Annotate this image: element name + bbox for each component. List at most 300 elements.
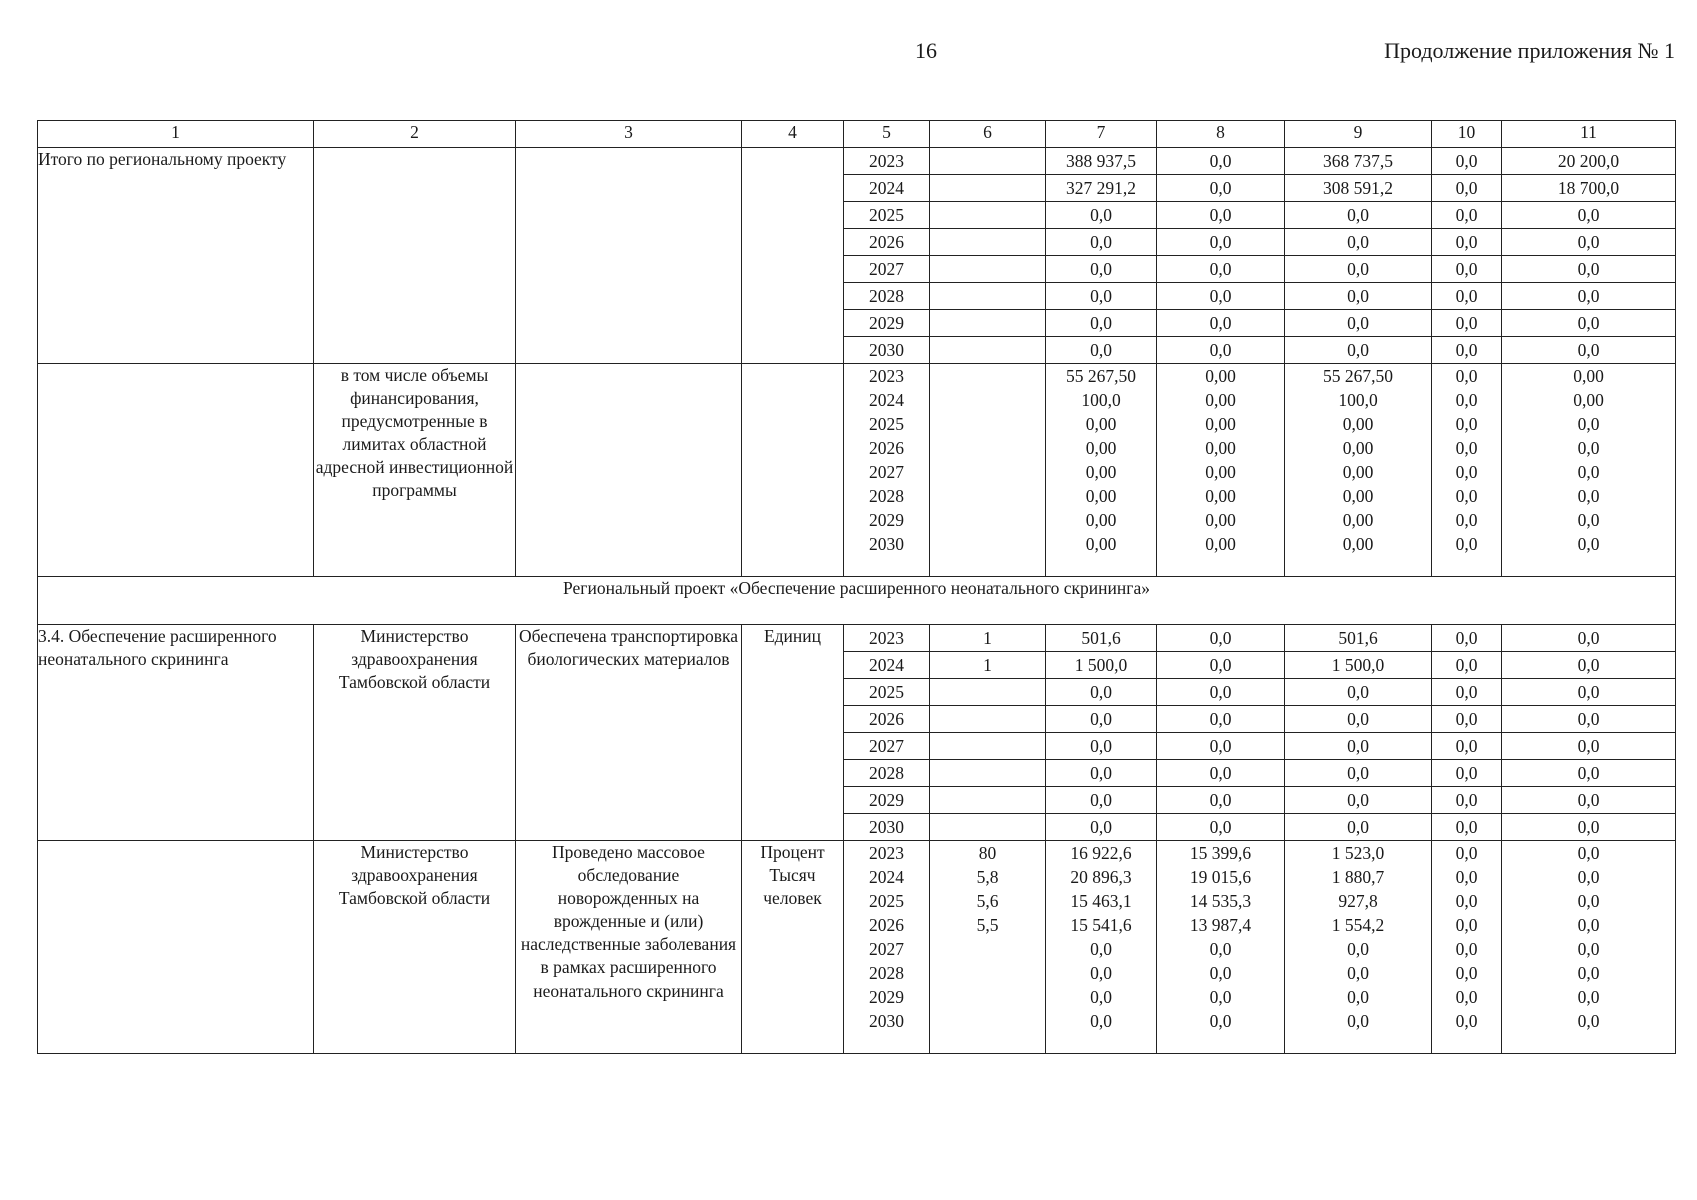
value-cell: 18 700,0	[1502, 175, 1675, 202]
value-cell	[930, 937, 1045, 961]
value-cell: 0,0	[1577, 939, 1600, 959]
col-header-7: 7	[1046, 121, 1157, 148]
value-cell: 0,00	[1342, 414, 1374, 434]
cell-padding	[1502, 556, 1675, 576]
value-cell: 55 267,50	[1066, 366, 1136, 386]
value-cell: 1 500,0	[1046, 652, 1156, 679]
empty-cell	[742, 148, 844, 364]
year-cell: 2027	[869, 462, 904, 482]
year-cell: 2030	[869, 1011, 904, 1031]
col-header-6: 6	[930, 121, 1046, 148]
cell-padding	[1157, 556, 1284, 576]
value-cell: 0,0	[1502, 625, 1675, 652]
cell-stack	[1502, 841, 1675, 1053]
value-column-6	[930, 364, 1046, 577]
value-cell	[930, 310, 1045, 337]
year-column	[844, 364, 930, 577]
value-column-6	[930, 625, 1046, 841]
year-cell: 2028	[844, 283, 929, 310]
value-cell: 16 922,6	[1070, 843, 1132, 863]
value-cell: 5,5	[976, 915, 999, 935]
investment-note: в том числе объемы финансирования, предусмотренные в лимитах областной адресной инвестиционной программы	[314, 364, 516, 577]
col-header-4: 4	[742, 121, 844, 148]
value-column-7	[1046, 148, 1157, 364]
cell-stack	[1502, 364, 1675, 576]
value-cell: 0,0	[1046, 706, 1156, 733]
value-cell: 0,0	[1347, 817, 1369, 837]
cell-padding	[1046, 556, 1156, 576]
value-cell: 0,0	[1455, 963, 1478, 983]
col-header-2: 2	[314, 121, 516, 148]
cell-stack	[1432, 841, 1501, 1053]
value-cell: 0,0	[1502, 706, 1675, 733]
year-cell: 2023	[844, 625, 929, 652]
value-cell: 0,0	[1455, 987, 1478, 1007]
value-cell: 0,00	[1342, 462, 1374, 482]
value-cell: 0,0	[1455, 414, 1478, 434]
value-cell: 0,00	[1085, 414, 1117, 434]
value-cell: 0,0	[1157, 229, 1284, 256]
value-cell: 0,0	[1455, 534, 1478, 554]
value-cell: 0,0	[1577, 843, 1600, 863]
value-cell: 0,00	[1205, 462, 1236, 482]
value-cell: 0,0	[1577, 891, 1600, 911]
value-cell: 0,0	[1347, 987, 1369, 1007]
value-cell: 0,00	[1205, 534, 1236, 554]
value-cell: 0,0	[1432, 148, 1501, 175]
value-cell: 13 987,4	[1189, 915, 1252, 935]
cell-stack	[1432, 148, 1501, 363]
year-cell: 2026	[869, 438, 904, 458]
year-cell: 2026	[844, 706, 929, 733]
year-cell: 2026	[869, 915, 904, 935]
value-cell: 388 937,5	[1046, 148, 1156, 175]
value-cell: 0,0	[1455, 366, 1478, 386]
value-cell: 0,0	[1157, 175, 1284, 202]
value-cell: 1	[930, 652, 1045, 679]
year-column	[844, 841, 930, 1054]
value-cell: 0,0	[1577, 963, 1600, 983]
value-cell: 0,0	[1285, 733, 1431, 760]
value-cell: 0,0	[1455, 817, 1478, 837]
value-cell: 0,00	[1573, 390, 1604, 410]
year-cell: 2023	[869, 843, 904, 863]
year-cell: 2027	[844, 733, 929, 760]
value-cell: 0,0	[1157, 148, 1284, 175]
value-cell: 0,0	[1347, 1011, 1369, 1031]
value-cell: 0,00	[1205, 486, 1236, 506]
cell-padding	[930, 556, 1045, 576]
value-cell: 0,0	[1347, 939, 1369, 959]
value-cell: 0,0	[1577, 915, 1600, 935]
value-cell: 0,0	[1090, 987, 1112, 1007]
cell-padding	[844, 1033, 929, 1053]
year-column	[844, 148, 930, 364]
empty-cell	[314, 148, 516, 364]
value-cell: 0,0	[1455, 340, 1478, 360]
cell-stack	[1432, 364, 1501, 576]
value-cell	[930, 706, 1045, 733]
value-cell	[930, 508, 1045, 532]
value-cell: 0,0	[1157, 652, 1284, 679]
value-cell: 308 591,2	[1285, 175, 1431, 202]
value-cell: 327 291,2	[1046, 175, 1156, 202]
value-cell: 0,0	[1577, 817, 1600, 837]
value-cell: 0,0	[1157, 706, 1284, 733]
value-cell	[930, 229, 1045, 256]
value-cell: 0,0	[1046, 256, 1156, 283]
value-cell	[930, 175, 1045, 202]
value-cell: 0,0	[1432, 760, 1501, 787]
measure-title: 3.4. Обеспечение расширенного неонатального скрининга	[38, 625, 314, 841]
year-cell: 2030	[869, 340, 904, 360]
value-cell: 0,0	[1209, 340, 1232, 360]
value-cell: 0,0	[1502, 202, 1675, 229]
value-cell: 0,0	[1285, 283, 1431, 310]
total-label: Итого по региональному проекту	[38, 148, 314, 364]
block-screening	[38, 841, 1676, 1054]
value-cell: 0,0	[1502, 787, 1675, 814]
empty-cell	[516, 148, 742, 364]
year-cell: 2025	[869, 414, 904, 434]
year-cell: 2030	[869, 534, 904, 554]
value-column-10	[1432, 364, 1502, 577]
value-cell: 0,0	[1455, 1011, 1478, 1031]
value-cell: 0,0	[1455, 891, 1478, 911]
value-cell: 0,0	[1285, 310, 1431, 337]
value-column-9	[1285, 841, 1432, 1054]
value-cell: 0,0	[1432, 256, 1501, 283]
value-cell: 0,0	[1502, 283, 1675, 310]
value-cell	[930, 364, 1045, 388]
value-cell: 0,0	[1046, 229, 1156, 256]
value-cell	[930, 961, 1045, 985]
value-cell: 0,0	[1090, 340, 1112, 360]
value-cell: 5,6	[976, 891, 999, 911]
value-cell: 0,0	[1577, 486, 1600, 506]
block-total	[38, 148, 1676, 364]
value-cell: 0,0	[1046, 283, 1156, 310]
cell-stack	[1046, 625, 1156, 840]
cell-stack	[930, 364, 1045, 576]
year-cell: 2028	[869, 963, 904, 983]
value-cell: 0,0	[1347, 340, 1369, 360]
value-cell	[930, 388, 1045, 412]
value-column-11	[1502, 625, 1676, 841]
col-header-11: 11	[1502, 121, 1676, 148]
value-cell: 0,0	[1502, 760, 1675, 787]
cell-stack	[844, 148, 929, 363]
value-cell: 501,6	[1285, 625, 1431, 652]
value-cell: 0,0	[1157, 787, 1284, 814]
cell-padding	[1432, 556, 1501, 576]
year-cell: 2026	[844, 229, 929, 256]
cell-stack	[1157, 148, 1284, 363]
empty-cell	[38, 841, 314, 1054]
value-column-10	[1432, 148, 1502, 364]
year-cell: 2024	[844, 652, 929, 679]
value-cell: 1 523,0	[1331, 843, 1385, 863]
year-cell: 2027	[869, 939, 904, 959]
value-cell: 1 554,2	[1331, 915, 1385, 935]
value-cell: 0,0	[1455, 462, 1478, 482]
value-cell: 501,6	[1046, 625, 1156, 652]
value-cell	[930, 436, 1045, 460]
year-cell: 2023	[869, 366, 904, 386]
empty-cell	[742, 364, 844, 577]
value-cell: 0,0	[1432, 310, 1501, 337]
cell-stack	[1157, 841, 1284, 1053]
cell-padding	[1432, 1033, 1501, 1053]
cell-stack	[1046, 364, 1156, 576]
value-cell: 0,0	[1157, 760, 1284, 787]
col-header-10: 10	[1432, 121, 1502, 148]
value-cell: 0,0	[1090, 817, 1112, 837]
value-cell: 0,0	[1577, 867, 1600, 887]
value-cell: 0,0	[1347, 963, 1369, 983]
value-cell	[930, 787, 1045, 814]
year-cell: 2024	[869, 867, 904, 887]
value-cell: 368 737,5	[1285, 148, 1431, 175]
value-cell: 0,0	[1502, 256, 1675, 283]
year-cell: 2029	[869, 510, 904, 530]
value-cell	[930, 1009, 1045, 1033]
empty-cell	[38, 364, 314, 577]
year-cell: 2028	[869, 486, 904, 506]
value-column-6	[930, 148, 1046, 364]
year-cell: 2029	[844, 310, 929, 337]
block-investment	[38, 364, 1676, 577]
value-cell: 0,00	[1085, 486, 1117, 506]
value-column-8	[1157, 625, 1285, 841]
value-cell: 0,0	[1209, 987, 1232, 1007]
block-transport	[38, 625, 1676, 841]
value-column-11	[1502, 364, 1676, 577]
value-cell	[930, 337, 1045, 363]
value-cell: 0,0	[1046, 310, 1156, 337]
appendix-label: Продолжение приложения № 1	[1384, 38, 1675, 63]
value-cell: 0,0	[1209, 939, 1232, 959]
unit-label	[742, 841, 844, 1054]
col-header-9: 9	[1285, 121, 1432, 148]
value-cell: 0,0	[1455, 915, 1478, 935]
value-cell	[930, 283, 1045, 310]
section-row	[38, 577, 1676, 625]
value-column-8	[1157, 841, 1285, 1054]
value-cell: 5,8	[976, 867, 999, 887]
value-column-7	[1046, 625, 1157, 841]
value-cell: 0,0	[1432, 175, 1501, 202]
value-cell: 0,00	[1342, 486, 1374, 506]
cell-stack	[1157, 625, 1284, 840]
value-cell: 0,0	[1046, 787, 1156, 814]
cell-stack	[1432, 625, 1501, 840]
value-cell: 0,0	[1577, 510, 1600, 530]
col-header-1: 1	[38, 121, 314, 148]
year-cell: 2025	[844, 202, 929, 229]
value-cell: 0,0	[1432, 229, 1501, 256]
value-cell: 0,00	[1205, 414, 1236, 434]
cell-padding	[1285, 556, 1431, 576]
value-cell	[930, 733, 1045, 760]
value-cell: 0,0	[1046, 202, 1156, 229]
value-cell	[930, 412, 1045, 436]
value-cell: 927,8	[1338, 891, 1378, 911]
value-cell: 0,0	[1455, 486, 1478, 506]
value-cell: 55 267,50	[1323, 366, 1393, 386]
value-cell	[930, 148, 1045, 175]
cell-padding	[1157, 1033, 1284, 1053]
value-cell: 0,00	[1085, 462, 1117, 482]
cell-stack	[930, 841, 1045, 1053]
value-cell: 0,0	[1157, 256, 1284, 283]
value-cell: 0,0	[1046, 679, 1156, 706]
value-cell: 0,00	[1205, 438, 1236, 458]
value-cell: 0,0	[1157, 310, 1284, 337]
value-cell	[930, 460, 1045, 484]
value-cell: 15 541,6	[1070, 915, 1132, 935]
value-cell: 0,0	[1432, 787, 1501, 814]
cell-stack	[844, 841, 929, 1053]
cell-stack	[930, 148, 1045, 363]
value-cell: 20 200,0	[1502, 148, 1675, 175]
value-cell: 14 535,3	[1189, 891, 1252, 911]
value-cell: 1 500,0	[1285, 652, 1431, 679]
year-cell: 2027	[844, 256, 929, 283]
cell-stack	[1285, 625, 1431, 840]
value-cell: 0,0	[1285, 229, 1431, 256]
value-cell: 0,00	[1342, 438, 1374, 458]
value-cell: 0,0	[1502, 733, 1675, 760]
year-cell: 2030	[869, 817, 904, 837]
value-column-10	[1432, 841, 1502, 1054]
cell-stack	[1046, 841, 1156, 1053]
value-cell: 100,0	[1338, 390, 1378, 410]
value-column-7	[1046, 364, 1157, 577]
value-cell: 0,0	[1455, 843, 1478, 863]
value-cell: 0,0	[1502, 679, 1675, 706]
value-cell	[930, 202, 1045, 229]
value-cell: 0,0	[1285, 679, 1431, 706]
cell-stack	[1285, 364, 1431, 576]
value-cell: 0,0	[1577, 534, 1600, 554]
value-cell	[930, 814, 1045, 840]
value-cell: 0,0	[1502, 229, 1675, 256]
value-cell: 0,0	[1432, 733, 1501, 760]
col-header-5: 5	[844, 121, 930, 148]
value-column-9	[1285, 625, 1432, 841]
value-cell	[930, 256, 1045, 283]
value-cell: 0,0	[1157, 679, 1284, 706]
value-cell: 0,0	[1157, 202, 1284, 229]
value-cell: 0,0	[1432, 625, 1501, 652]
value-column-11	[1502, 148, 1676, 364]
value-cell	[930, 484, 1045, 508]
value-cell: 1 880,7	[1331, 867, 1385, 887]
value-cell: 0,0	[1157, 625, 1284, 652]
value-cell: 0,0	[1157, 283, 1284, 310]
ministry-name: Министерство здравоохранения Тамбовской области	[314, 841, 516, 1054]
value-cell: 0,0	[1046, 760, 1156, 787]
value-column-9	[1285, 364, 1432, 577]
year-cell: 2025	[844, 679, 929, 706]
value-cell: 0,0	[1432, 283, 1501, 310]
value-cell: 0,00	[1085, 534, 1117, 554]
cell-stack	[930, 625, 1045, 840]
value-cell: 0,0	[1432, 652, 1501, 679]
value-cell: 0,00	[1342, 510, 1374, 530]
value-cell: 0,0	[1090, 963, 1112, 983]
cell-stack	[1046, 148, 1156, 363]
empty-cell	[516, 364, 742, 577]
year-column	[844, 625, 930, 841]
value-cell: 0,0	[1577, 462, 1600, 482]
value-cell: 0,0	[1285, 787, 1431, 814]
cell-stack	[1502, 148, 1675, 363]
value-column-8	[1157, 148, 1285, 364]
value-cell: 0,00	[1205, 390, 1236, 410]
value-column-11	[1502, 841, 1676, 1054]
col-header-8: 8	[1157, 121, 1285, 148]
value-cell: 0,0	[1285, 760, 1431, 787]
value-cell	[930, 760, 1045, 787]
cell-padding	[930, 1033, 1045, 1053]
value-cell: 0,0	[1432, 202, 1501, 229]
cell-stack	[844, 364, 929, 576]
value-column-6	[930, 841, 1046, 1054]
value-cell: 0,0	[1046, 733, 1156, 760]
value-cell: 15 399,6	[1189, 843, 1252, 863]
value-cell: 0,00	[1342, 534, 1374, 554]
cell-padding	[1046, 1033, 1156, 1053]
value-cell: 0,0	[1285, 256, 1431, 283]
value-cell: 0,0	[1455, 510, 1478, 530]
value-cell: 0,0	[1157, 733, 1284, 760]
result-description: Проведено массовое обследование новорожденных на врожденные и (или) наследственные заболевания в рамках расширенного неонатального скрининга	[516, 841, 742, 1054]
value-cell: 0,0	[1090, 1011, 1112, 1031]
value-cell: 0,0	[1502, 310, 1675, 337]
value-cell: 19 015,6	[1189, 867, 1252, 887]
year-cell: 2028	[844, 760, 929, 787]
year-cell: 2029	[869, 987, 904, 1007]
cell-stack	[1157, 364, 1284, 576]
result-description: Обеспечена транспортировка биологических материалов	[516, 625, 742, 841]
financing-table	[37, 120, 1676, 1054]
value-column-7	[1046, 841, 1157, 1054]
value-cell: 80	[978, 843, 997, 863]
value-cell: 0,0	[1285, 706, 1431, 733]
cell-padding	[1285, 1033, 1431, 1053]
value-cell: 0,0	[1455, 867, 1478, 887]
header-row	[38, 121, 1676, 148]
unit-label: Единиц	[742, 625, 844, 841]
value-cell: 0,0	[1577, 1011, 1600, 1031]
value-cell: 0,0	[1455, 390, 1478, 410]
value-cell: 0,00	[1085, 438, 1117, 458]
value-cell	[930, 679, 1045, 706]
value-cell: 0,00	[1205, 366, 1236, 386]
value-column-9	[1285, 148, 1432, 364]
value-cell: 1	[930, 625, 1045, 652]
value-cell: 0,00	[1573, 366, 1604, 386]
value-cell: 0,0	[1285, 202, 1431, 229]
value-cell: 0,0	[1455, 939, 1478, 959]
cell-padding	[844, 556, 929, 576]
value-cell: 0,0	[1502, 652, 1675, 679]
value-cell: 0,00	[1085, 510, 1117, 530]
value-cell: 0,0	[1090, 939, 1112, 959]
value-cell: 0,0	[1455, 438, 1478, 458]
